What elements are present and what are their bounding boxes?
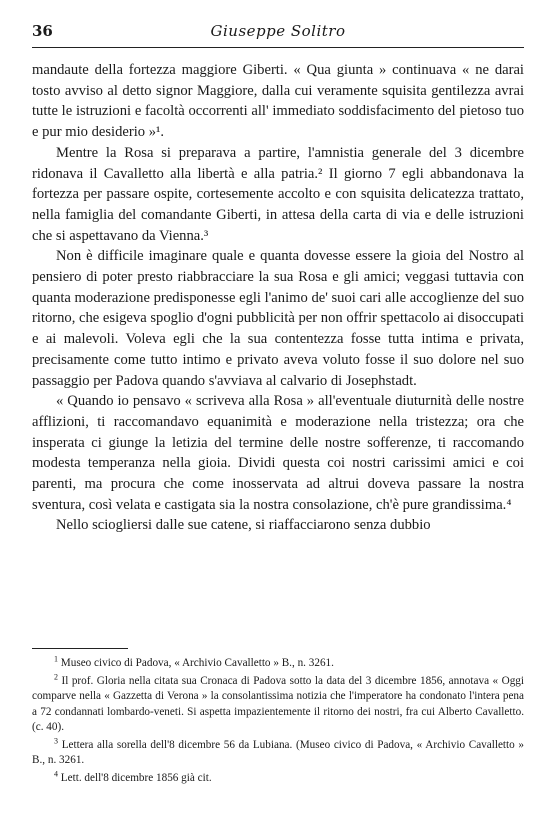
footnote-text: Museo civico di Padova, « Archivio Cavalletto » B., n. 3261. [60, 657, 334, 669]
header-rule [32, 47, 524, 48]
footnote [32, 771, 524, 786]
page-header [32, 22, 524, 42]
footnotes [32, 656, 524, 790]
paragraph: « Quando io pensavo « scriveva alla Rosa » all'eventuale diuturnità delle nostre afflizioni, ti raccomandavo equanimità e moderazione nella tristezza; ora che insperata ci giunge la letizia del termine delle nostre sofferenze, ti raccomando modesta temperanza nella gioia. Dividi questa coi nostri carissimi amici e coi parenti, ma procura che come inosservata ad altrui doveva passare la nostra sventura, così velata e castigata sia la nostra consolazione, ch'è pure grandissima.⁴ [32, 393, 524, 513]
paragraph: Mentre la Rosa si preparava a partire, l'amnistia generale del 3 dicembre ridonava il Cavalletto alla libertà e alla patria.² Il giorno 7 egli abbandonava la fortezza per passare ospite, cortesemente accolto e con squisita delicatezza trattato, nella famiglia del comandante Giberti, in attesa della carta di via e delle istruzioni che si aspettavano da Vienna.³ [32, 144, 524, 244]
footnote-text: Il prof. Gloria nella citata sua Cronaca di Padova sotto la data del 3 dicembre 1856, annotava « Oggi comparve nella « Gazzetta di Verona » la consolantissima notizia che l'imperatore ha condonato l'intera pena a 72 condannati lombardo-veneti. Si aspetta impazientemente il ritorno dei nostri, fra cui Alberto Cavalletto. (c. 40). [32, 675, 524, 733]
page-number: 36 [32, 22, 53, 40]
footnote [32, 674, 524, 735]
paragraph: Non è difficile imaginare quale e quanta dovesse essere la gioia del Nostro al pensiero di poter presto riabbracciare la sua Rosa e gli amici; veggasi tuttavia con quanta moderazione predisponesse egli l'animo de' suoi cari alle accoglienze del suo ritorno, che esigeva spoglio d'ogni pubblicità per non offrir spettacolo ai disoccupati e ai malevoli. Voleva egli che la sua contentezza fosse tutta intima e privata, precisamente come tutto intimo e privato aveva voluto fosse il suo dolore nel suo passaggio per Padova quando s'avviava al calvario di Josephstadt. [32, 248, 524, 389]
footnote [32, 738, 524, 768]
footnote [32, 656, 524, 671]
footnote-rule [32, 648, 128, 649]
footnote-mark: 3 [54, 736, 58, 746]
paragraph: Nello sciogliersi dalle sue catene, si riaffacciarono senza dubbio [56, 517, 431, 534]
paragraph: mandaute della fortezza maggiore Giberti. « Qua giunta » continuava « ne darai tosto avviso al detto signor Maggiore, dalla cui veramente squisita gentilezza avrai tutte le istruzioni e facoltà occorrenti all' immediato soddisfacimento del pietoso tuo e pur mio desiderio »¹. [32, 62, 524, 141]
footnote-text: Lettera alla sorella dell'8 dicembre 56 da Lubiana. (Museo civico di Padova, « Archivio Cavalletto » B., n. 3261. [32, 739, 525, 767]
body-text [32, 60, 524, 536]
footnote-mark: 4 [54, 769, 58, 779]
footnote-mark: 2 [54, 672, 58, 682]
footnote-mark: 1 [54, 654, 58, 664]
running-title: Giuseppe Solitro [210, 22, 346, 40]
footnote-text: Lett. dell'8 dicembre 1856 già cit. [60, 772, 212, 785]
